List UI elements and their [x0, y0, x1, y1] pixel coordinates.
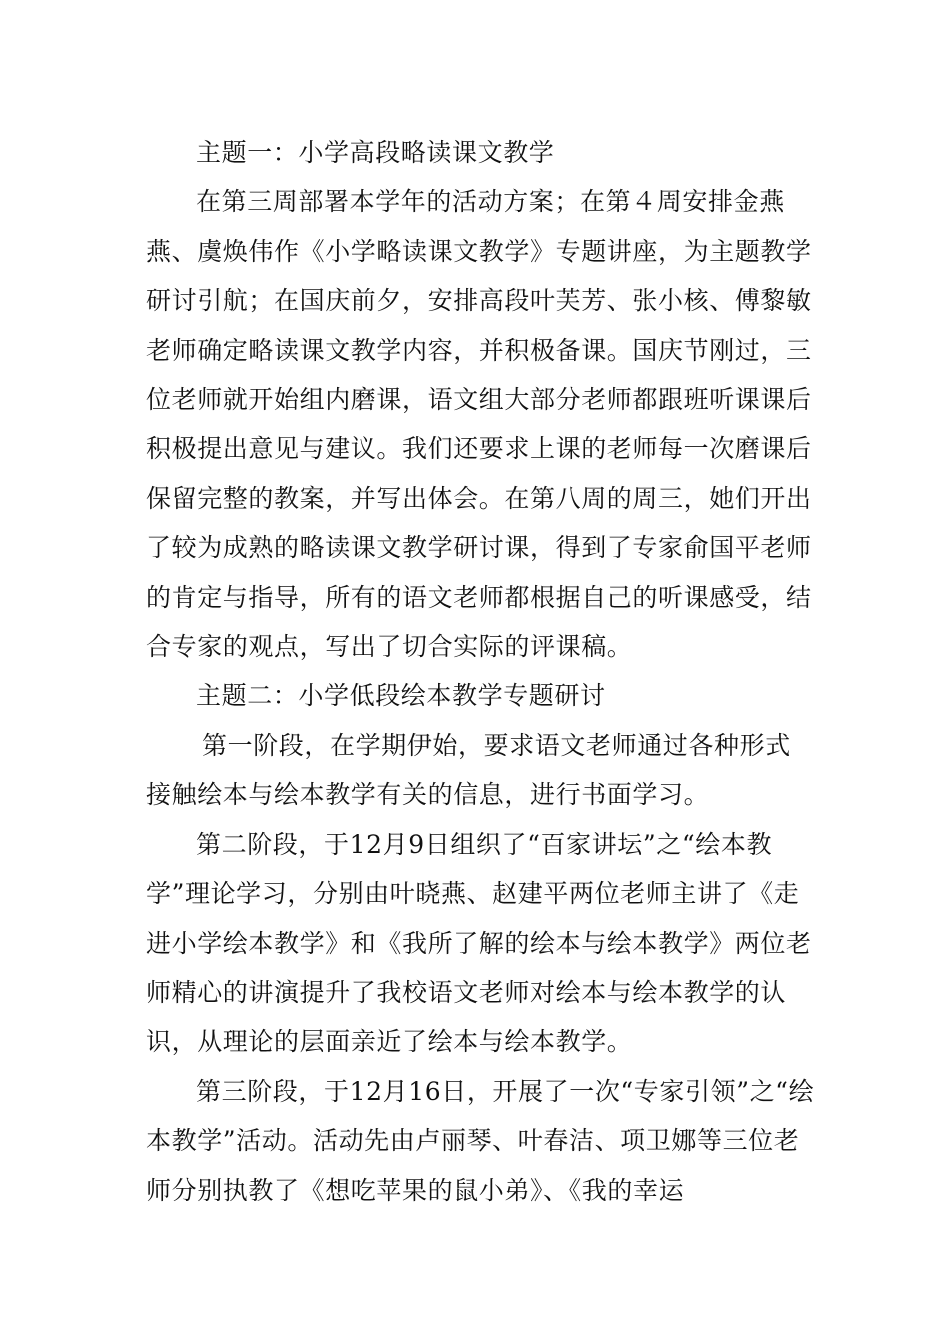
- section-heading-1: 主题一：小学高段略读课文教学: [196, 138, 555, 167]
- section-heading-2: 主题二：小学低段绘本教学专题研讨: [196, 681, 606, 711]
- paragraph-1: 在第三周部署本学年的活动方案；在第４周安排金燕燕、虞焕伟作《小学略读课文教学》专题讲座，为主题教学研讨引航；在国庆前夕，安排高段叶芙芳、张小核、傅黎敏老师确定略读课文教学内容，并积极备课。国庆节刚过，三位老师就开始组内磨课，语文组大部分老师都跟班听课课后积极提出意见与建议。我们还要求上课的老师每一次磨课后保留完整的教案，并写出体会。在第八周的周三，她们开出了较为成熟的略读课文教学研讨课，得到了专家俞国平老师的肯定与指导，所有的语文老师都根据自己的听课感受，结合专家的观点，写出了切合实际的评课稿。: [146, 187, 812, 662]
- paragraph-stage-3: 第三阶段，于12月16日，开展了一次“专家引领”之“绘本教学”活动。活动先由卢丽琴、叶春洁、项卫娜等三位老师分别执教了《想吃苹果的鼠小弟》、《我的幸运: [146, 1076, 815, 1205]
- paragraph-stage-1: 第一阶段，在学期伊始，要求语文老师通过各种形式接触绘本与绘本教学有关的信息，进行书面学习。: [146, 730, 791, 810]
- paragraph-stage-2: 第二阶段，于12月9日组织了“百家讲坛”之“绘本教学”理论学习，分别由叶晓燕、赵建平两位老师主讲了《走进小学绘本教学》和《我所了解的绘本与绘本教学》两位老师精心的讲演提升了我校语文老师对绘本与绘本教学的认识，从理论的层面亲近了绘本与绘本教学。: [146, 829, 812, 1057]
- document-body: [146, 128, 816, 1215]
